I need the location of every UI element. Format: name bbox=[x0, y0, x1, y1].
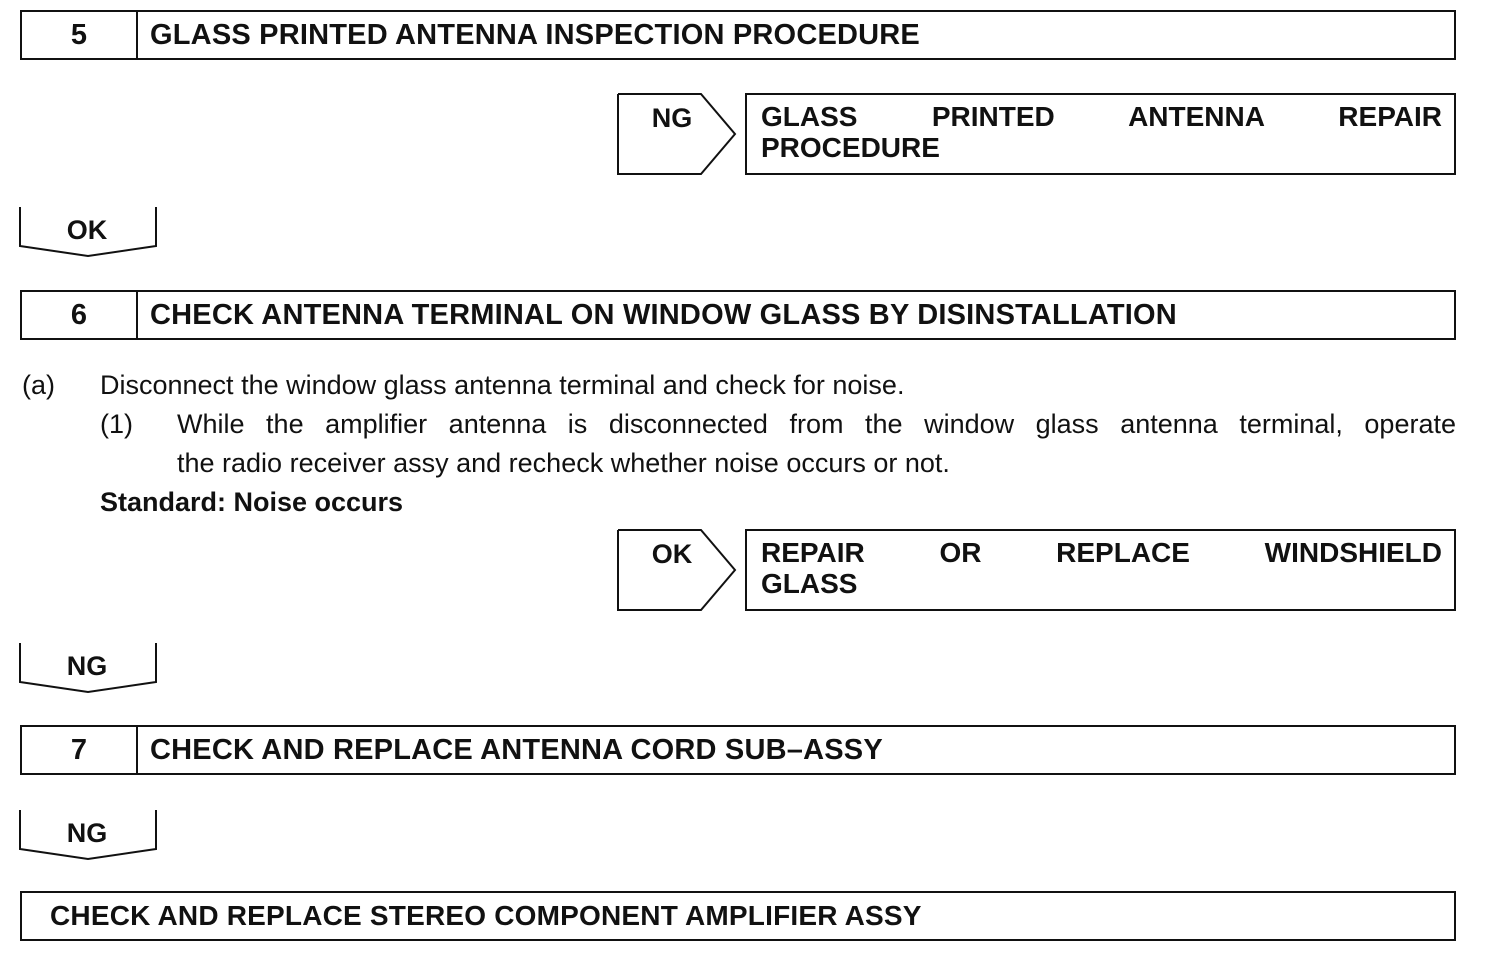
final-action-title: CHECK AND REPLACE STEREO COMPONENT AMPLIFIER ASSY bbox=[50, 900, 922, 931]
item-a-marker: (a) bbox=[22, 370, 55, 400]
step-5-ng-label: NG bbox=[651, 103, 693, 133]
step-7-number: 7 bbox=[22, 727, 138, 773]
step-7-title: CHECK AND REPLACE ANTENNA CORD SUB–ASSY bbox=[150, 733, 883, 766]
step-5-ng-arrow bbox=[617, 93, 743, 175]
step-6-ok-label: OK bbox=[651, 539, 693, 569]
standard-text: Standard: Noise occurs bbox=[100, 487, 404, 517]
item-1-line2: the radio receiver assy and recheck whether noise occurs or not. bbox=[177, 448, 950, 478]
step-5-header bbox=[20, 10, 1456, 60]
step-5-ng-result-line2: PROCEDURE bbox=[761, 132, 940, 163]
step-5-ok-label: OK bbox=[66, 215, 108, 245]
step-6-title: CHECK ANTENNA TERMINAL ON WINDOW GLASS BY DISINSTALLATION bbox=[150, 298, 1177, 331]
step-7-ng-tab bbox=[19, 809, 157, 861]
step-7-header bbox=[20, 725, 1456, 775]
step-6-ng-label: NG bbox=[66, 651, 108, 681]
step-5-ng-result-line1: GLASS PRINTED ANTENNA REPAIR bbox=[761, 101, 1443, 132]
step-6-ok-result-line2: GLASS bbox=[761, 568, 858, 599]
item-1-marker: (1) bbox=[100, 409, 133, 439]
step-6-number: 6 bbox=[22, 292, 138, 338]
step-6-ok-arrow bbox=[617, 529, 743, 611]
step-5-ng-result bbox=[745, 93, 1456, 175]
item-a-text: Disconnect the window glass antenna terminal and check for noise. bbox=[100, 370, 905, 400]
step-5-title: GLASS PRINTED ANTENNA INSPECTION PROCEDURE bbox=[150, 18, 920, 51]
step-7-ng-label: NG bbox=[66, 818, 108, 848]
step-6-ng-tab bbox=[19, 642, 157, 694]
item-1-line1: While the amplifier antenna is disconnected from the window glass antenna terminal, operate bbox=[177, 409, 1456, 439]
final-action-box bbox=[20, 891, 1456, 941]
step-6-ok-result-line1: REPAIR OR REPLACE WINDSHIELD bbox=[761, 537, 1442, 568]
step-6-header bbox=[20, 290, 1456, 340]
step-5-ok-tab bbox=[19, 206, 157, 258]
step-6-ok-result bbox=[745, 529, 1456, 611]
step-5-number: 5 bbox=[22, 12, 138, 58]
